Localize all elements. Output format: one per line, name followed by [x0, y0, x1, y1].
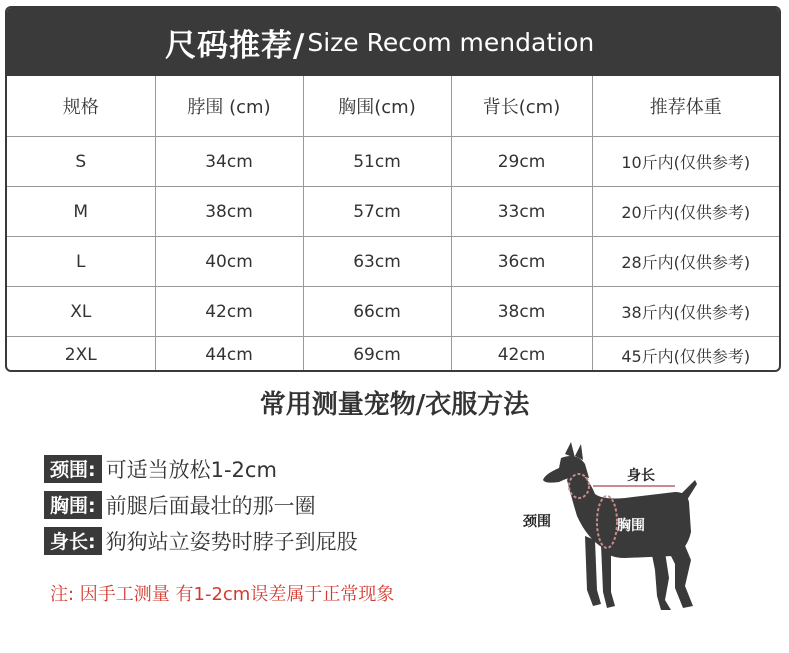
measure-item-length	[44, 526, 358, 556]
cell-neck: 42cm	[155, 287, 303, 337]
dog-diagram	[515, 440, 755, 620]
title-english: Size Recom mendation	[307, 27, 595, 57]
table-row	[7, 137, 779, 187]
table-row	[7, 287, 779, 337]
cell-neck: 34cm	[155, 137, 303, 187]
table-row	[7, 337, 779, 373]
cell-weight: 38斤内(仅供参考)	[592, 287, 779, 337]
cell-size: S	[7, 137, 155, 187]
cell-weight: 20斤内(仅供参考)	[592, 187, 779, 237]
cell-chest: 57cm	[303, 187, 451, 237]
diagram-label-length: 身长	[627, 468, 655, 484]
cell-back: 36cm	[451, 237, 592, 287]
measure-desc: 狗狗站立姿势时脖子到屁股	[105, 530, 358, 554]
cell-chest: 69cm	[303, 337, 451, 373]
measure-note: 注: 因手工测量 有1-2cm误差属于正常现象	[50, 584, 395, 605]
title-bar	[7, 8, 779, 76]
cell-chest: 66cm	[303, 287, 451, 337]
diagram-label-neck: 颈围	[523, 514, 551, 530]
header-size: 规格	[7, 76, 155, 137]
diagram-label-chest: 胸围	[617, 518, 645, 534]
header-chest: 胸围(cm)	[303, 76, 451, 137]
measure-desc: 可适当放松1-2cm	[105, 458, 277, 482]
header-back: 背长(cm)	[451, 76, 592, 137]
measure-section-title: 常用测量宠物/衣服方法	[259, 390, 530, 420]
title-chinese: 尺码推荐/	[165, 27, 306, 64]
cell-size: XL	[7, 287, 155, 337]
measure-label: 颈围:	[44, 455, 102, 483]
measure-label: 胸围:	[44, 491, 102, 519]
table-row	[7, 237, 779, 287]
table-header-row	[7, 76, 779, 137]
measure-desc: 前腿后面最壮的那一圈	[105, 494, 316, 518]
cell-back: 42cm	[451, 337, 592, 373]
cell-back: 29cm	[451, 137, 592, 187]
cell-back: 33cm	[451, 187, 592, 237]
cell-neck: 44cm	[155, 337, 303, 373]
cell-weight: 10斤内(仅供参考)	[592, 137, 779, 187]
measure-item-neck	[44, 454, 358, 484]
cell-chest: 63cm	[303, 237, 451, 287]
size-table-frame	[5, 6, 781, 372]
header-neck: 脖围 (cm)	[155, 76, 303, 137]
cell-back: 38cm	[451, 287, 592, 337]
cell-weight: 45斤内(仅供参考)	[621, 346, 751, 366]
cell-neck: 40cm	[155, 237, 303, 287]
cell-chest: 51cm	[303, 137, 451, 187]
measure-label: 身长:	[44, 527, 102, 555]
cell-size: M	[7, 187, 155, 237]
cell-weight: 28斤内(仅供参考)	[592, 237, 779, 287]
cell-size: 2XL	[7, 337, 155, 373]
cell-neck: 38cm	[155, 187, 303, 237]
size-table	[7, 76, 779, 372]
header-weight: 推荐体重	[592, 76, 779, 137]
table-row	[7, 187, 779, 237]
measure-item-chest	[44, 490, 358, 520]
cell-size: L	[7, 237, 155, 287]
measure-list	[44, 454, 358, 562]
